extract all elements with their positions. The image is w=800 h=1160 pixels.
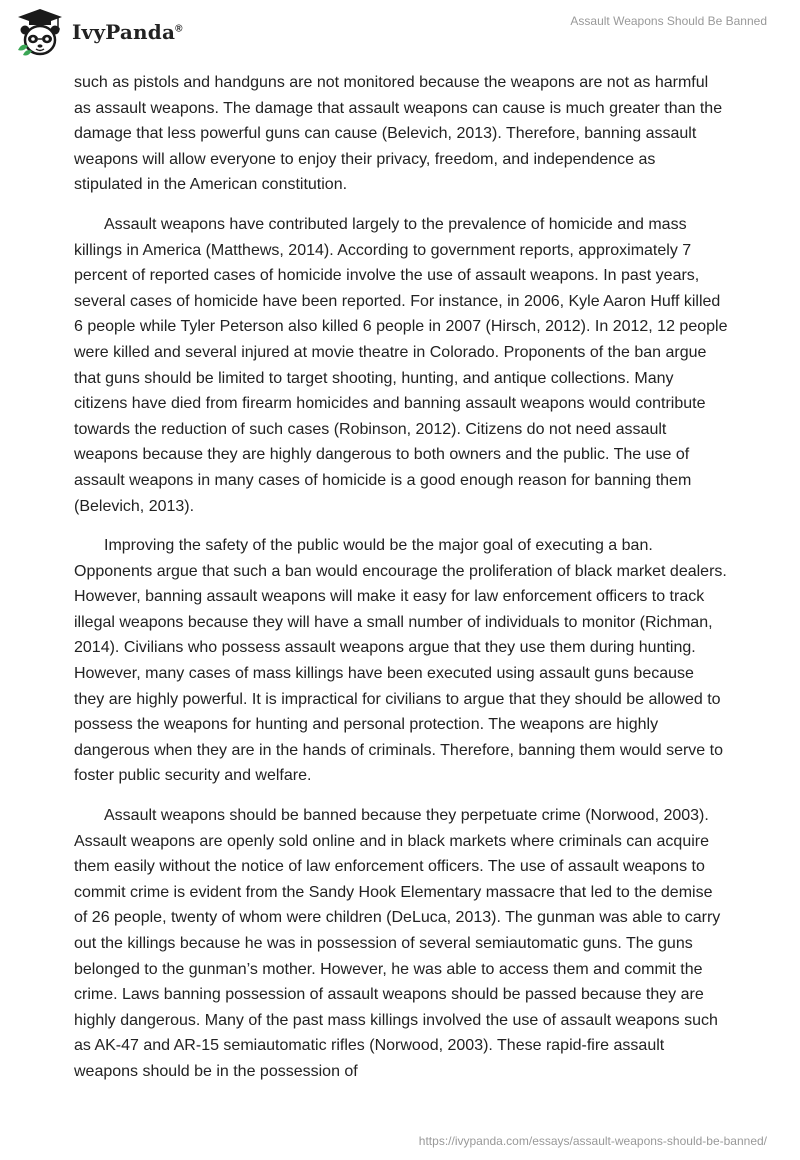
- page-header: [0, 0, 800, 70]
- panda-graduate-icon: [14, 6, 66, 58]
- logo-wordmark: IvyPanda®: [72, 20, 183, 44]
- paragraph: Assault weapons should be banned because they perpetuate crime (Norwood, 2003). Assault weapons are openly sold online and in black markets where criminals can acquire them easily without the notice of law enforcement officers. The use of assault weapons to commit crime is evident from the Sandy Hook Elementary massacre that led to the demise of 26 people, twenty of whom were children (DeLuca, 2013). The gunman was able to carry out the killings because he was in possession of several semiautomatic guns. The guns belonged to the gunman’s mother. However, he was able to access them and commit the crime. Laws banning possession of assault weapons should be passed because they are highly dangerous. Many of the past mass killings involved the use of assault weapons such as AK-47 and AR-15 semiautomatic rifles (Norwood, 2003). These rapid-fire assault weapons should be in the possession of: [74, 807, 721, 1080]
- paragraph: Improving the safety of the public would be the major goal of executing a ban. Opponents argue that such a ban would encourage the proliferation of black market dealers. However, banning assault weapons will make it easy for law enforcement officers to track illegal weapons because they will have a small number of individuals to monitor (Richman, 2014). Civilians who possess assault weapons argue that they use them during hunting. However, many cases of mass killings have been executed using assault guns because they are highly powerful. It is impractical for civilians to argue that they should be allowed to possess the weapons for hunting and personal protection. The weapons are highly dangerous when they are in the hands of criminals. Therefore, banning them would serve to foster public security and welfare.: [74, 537, 727, 785]
- paragraph: Assault weapons have contributed largely to the prevalence of homicide and mass killings in America (Matthews, 2014). According to government reports, approximately 7 percent of reported cases of homicide involve the use of assault weapons. In past years, several cases of homicide have been reported. For instance, in 2006, Kyle Aaron Huff killed 6 people while Tyler Peterson also killed 6 people in 2007 (Hirsch, 2012). In 2012, 12 people were killed and several injured at movie theatre in Colorado. Proponents of the ban argue that guns should be limited to target shooting, hunting, and antique collections. Many citizens have died from firearm homicides and banning assault weapons would contribute towards the reduction of such cases (Robinson, 2012). Citizens do not need assault weapons because they are highly dangerous to both owners and the public. The use of assault weapons in many cases of homicide is a good enough reason for banning them (Belevich, 2013).: [74, 215, 728, 515]
- source-url[interactable]: https://ivypanda.com/essays/assault-weapons-should-be-banned/: [418, 1134, 767, 1148]
- document-title: Assault Weapons Should Be Banned: [570, 14, 767, 28]
- paragraph: such as pistols and handguns are not monitored because the weapons are not as harmful as assault weapons. The damage that assault weapons can cause is much greater than the damage that less powerful guns can cause (Belevich, 2013). Therefore, banning assault weapons will allow everyone to enjoy their privacy, freedom, and independence as stipulated in the American constitution.: [74, 74, 723, 194]
- essay-body: [74, 70, 728, 1099]
- ivypanda-logo[interactable]: [14, 6, 183, 58]
